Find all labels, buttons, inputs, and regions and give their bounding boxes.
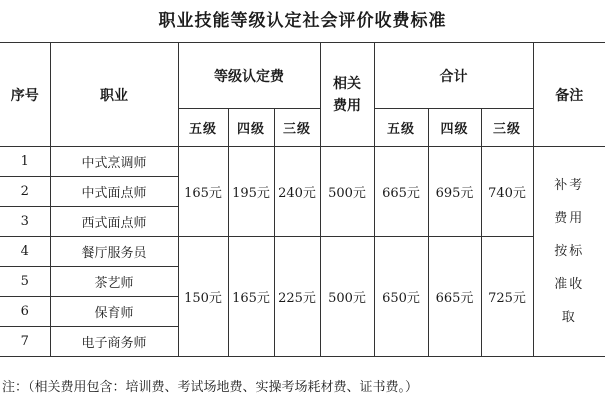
row-seq: 4 (0, 237, 50, 267)
row-seq: 1 (0, 147, 50, 177)
total-level3: 725元 (481, 237, 533, 357)
row-seq: 6 (0, 297, 50, 327)
fee-table (0, 42, 605, 357)
header-total: 合计 (374, 43, 533, 109)
cert-fee-level3: 240元 (274, 147, 320, 237)
row-occupation: 餐厅服务员 (50, 237, 178, 267)
cert-fee-level5: 165元 (178, 147, 228, 237)
header-total-level3: 三级 (481, 109, 533, 147)
table-row (0, 147, 605, 177)
row-occupation: 电子商务师 (50, 327, 178, 357)
row-occupation: 茶艺师 (50, 267, 178, 297)
table-row (0, 237, 605, 267)
related-fee: 500元 (320, 237, 374, 357)
header-related-line1: 相关 (333, 75, 361, 92)
total-level5: 650元 (374, 237, 428, 357)
remarks-cell (533, 147, 605, 357)
row-occupation: 西式面点师 (50, 207, 178, 237)
cert-fee-level3: 225元 (274, 237, 320, 357)
row-occupation: 中式烹调师 (50, 147, 178, 177)
total-level5: 665元 (374, 147, 428, 237)
header-related-fee (320, 43, 374, 147)
footnote: 注：（相关费用包含：培训费、考试场地费、实操考场耗材费、证书费。） (2, 380, 419, 395)
cert-fee-level4: 165元 (228, 237, 274, 357)
header-cert-level4: 四级 (228, 109, 274, 147)
document-title: 职业技能等级认定社会评价收费标准 (158, 11, 447, 31)
row-seq: 5 (0, 267, 50, 297)
header-notes: 备注 (533, 43, 605, 147)
cert-fee-level4: 195元 (228, 147, 274, 237)
remark-line: 按标 (554, 244, 585, 259)
row-seq: 7 (0, 327, 50, 357)
header-occupation: 职业 (50, 43, 178, 147)
related-fee: 500元 (320, 147, 374, 237)
total-level4: 695元 (428, 147, 481, 237)
remark-line: 费用 (554, 211, 585, 226)
remark-line: 补考 (554, 178, 585, 193)
header-seq: 序号 (0, 43, 50, 147)
remark-line: 准收 (554, 277, 585, 292)
header-total-level4: 四级 (428, 109, 481, 147)
total-level3: 740元 (481, 147, 533, 237)
header-cert-level5: 五级 (178, 109, 228, 147)
header-related-line2: 费用 (333, 97, 361, 114)
row-occupation: 中式面点师 (50, 177, 178, 207)
row-seq: 2 (0, 177, 50, 207)
header-cert-level3: 三级 (274, 109, 320, 147)
row-occupation: 保育师 (50, 297, 178, 327)
row-seq: 3 (0, 207, 50, 237)
remark-line: 取 (561, 310, 577, 325)
header-cert-fee: 等级认定费 (178, 43, 320, 109)
total-level4: 665元 (428, 237, 481, 357)
header-total-level5: 五级 (374, 109, 428, 147)
cert-fee-level5: 150元 (178, 237, 228, 357)
